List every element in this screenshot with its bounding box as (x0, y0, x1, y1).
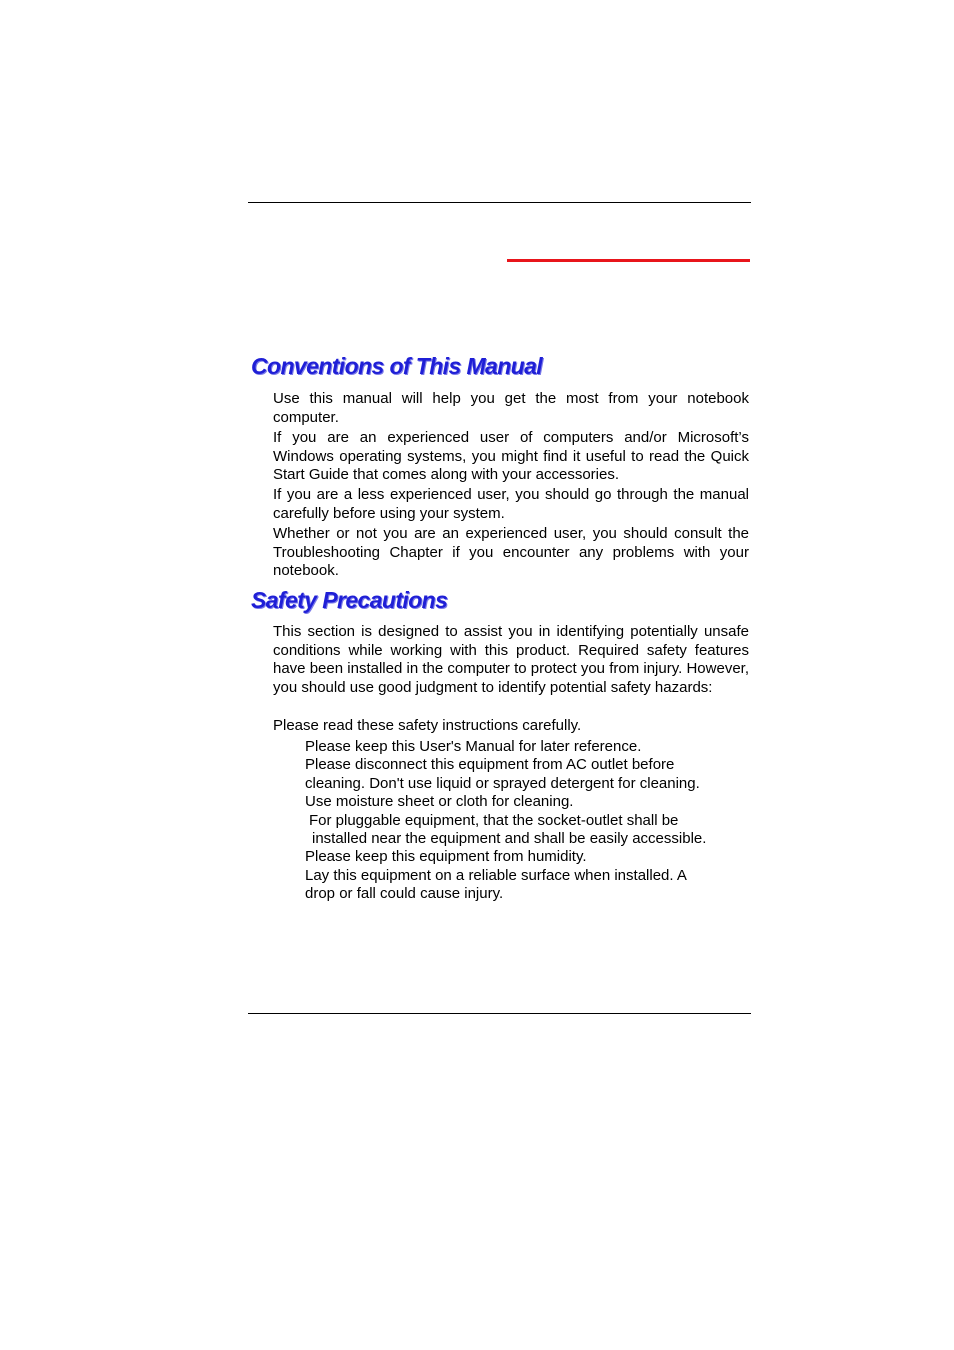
list-item: Use moisture sheet or cloth for cleaning. (305, 793, 574, 811)
conventions-paragraph: Whether or not you are an experienced user, you should consult the Troubleshooting Chapter if you encounter any problems with your notebook. (273, 525, 749, 580)
conventions-paragraph: If you are a less experienced user, you should go through the manual carefully before using your system. (273, 486, 749, 522)
safety-paragraph: This section is designed to assist you in identifying potentially unsafe conditions while working with this product. Required safety features have been installed in the computer to protect you from injury. However, you should use good judgment to identify potential safety hazards: (273, 623, 749, 696)
list-item: For pluggable equipment, that the socket-outlet shall be (309, 811, 679, 829)
list-item: cleaning. Don't use liquid or sprayed detergent for cleaning. (305, 774, 700, 792)
accent-rule (507, 259, 750, 262)
safety-heading: Safety Precautions (251, 587, 448, 613)
list-item: installed near the equipment and shall be easily accessible. (312, 830, 707, 848)
list-item: drop or fall could cause injury. (305, 885, 504, 903)
safety-instructions-list (305, 738, 745, 904)
conventions-paragraph: Use this manual will help you get the most from your notebook computer. (273, 390, 749, 426)
header-rule (248, 202, 751, 203)
list-item: Lay this equipment on a reliable surface when installed. A (305, 866, 687, 884)
safety-paragraph: Please read these safety instructions carefully. (273, 717, 582, 734)
conventions-paragraph: If you are an experienced user of computers and/or Microsoft’s Windows operating systems, you might find it useful to read the Quick Start Guide that comes along with your accessories. (273, 429, 749, 484)
footer-rule (248, 1013, 751, 1014)
list-item: Please keep this User's Manual for later reference. (305, 738, 642, 755)
list-item: Please keep this equipment from humidity. (305, 848, 587, 866)
conventions-heading: Conventions of This Manual (251, 353, 543, 379)
list-item: Please disconnect this equipment from AC outlet before (305, 756, 675, 774)
